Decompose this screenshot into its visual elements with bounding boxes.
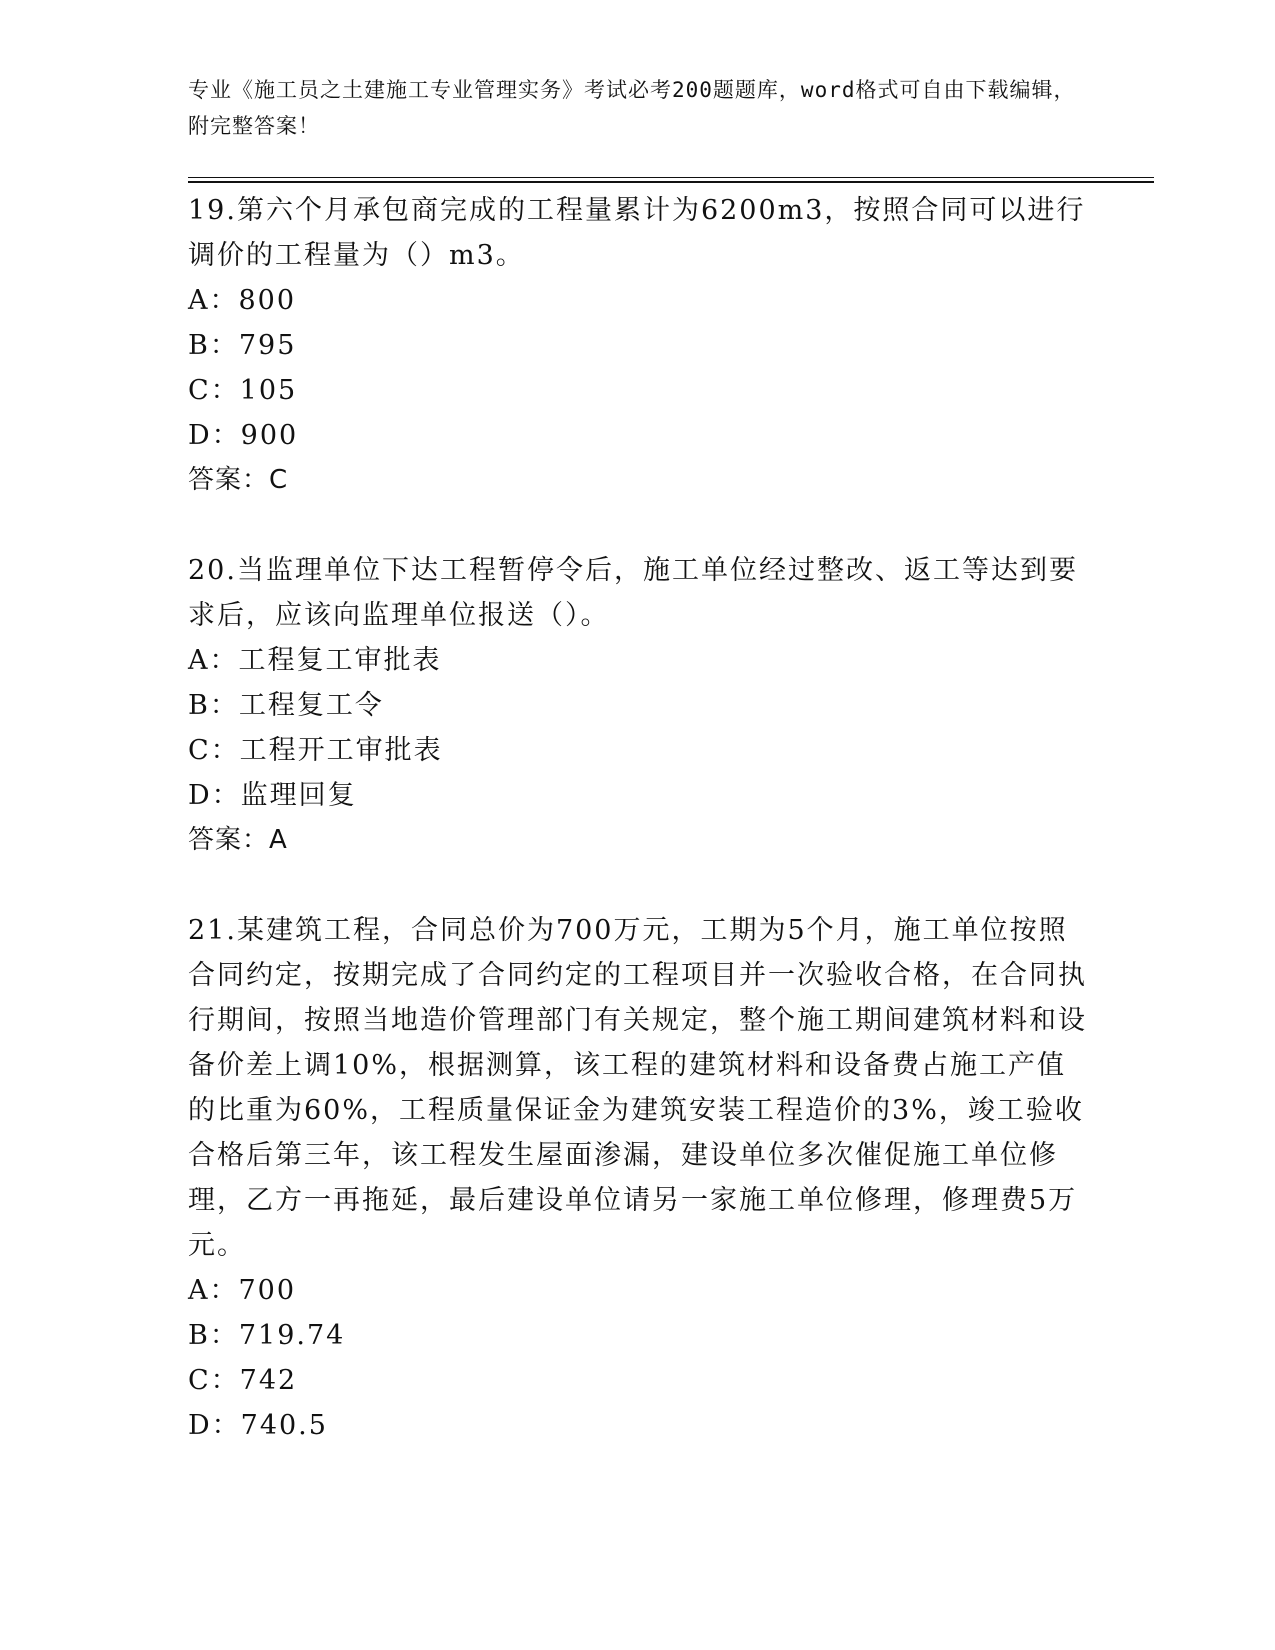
question-21: [188, 908, 1088, 1448]
answer-line: 答案：A: [188, 825, 288, 855]
option-a: A：800: [188, 285, 297, 316]
question-list: [188, 188, 1088, 1448]
question-stem: 20.当监理单位下达工程暂停令后，施工单位经过整改、返工等达到要求后，应该向监理单位报送（）。: [188, 555, 1078, 631]
option-b: B：719.74: [188, 1320, 346, 1351]
option-d: D：740.5: [188, 1410, 328, 1441]
option-a: A：700: [188, 1275, 297, 1306]
question-spacer: [188, 503, 1088, 548]
document-header: 专业《施工员之土建施工专业管理实务》考试必考200题题库，word格式可自由下载编辑，附完整答案！: [188, 78, 1076, 138]
question-stem: 19.第六个月承包商完成的工程量累计为6200m3，按照合同可以进行调价的工程量为（）m3。: [188, 195, 1086, 271]
option-b: B：工程复工令: [188, 690, 384, 721]
question-19: [188, 188, 1088, 503]
question-20: [188, 548, 1088, 863]
header-divider-thick: [188, 181, 1154, 183]
option-c: C：105: [188, 375, 298, 406]
option-d: D：900: [188, 420, 299, 451]
option-c: C：工程开工审批表: [188, 735, 443, 766]
option-b: B：795: [188, 330, 297, 361]
header-divider-thin: [188, 177, 1154, 178]
option-a: A：工程复工审批表: [188, 645, 442, 676]
option-d: D：监理回复: [188, 780, 357, 811]
answer-line: 答案：C: [188, 465, 289, 495]
question-spacer: [188, 863, 1088, 908]
question-stem: 21.某建筑工程，合同总价为700万元，工期为5个月，施工单位按照合同约定，按期完成了合同约定的工程项目并一次验收合格，在合同执行期间，按照当地造价管理部门有关规定，整个施工期间建筑材料和设备价差上调10%，根据测算，该工程的建筑材料和设备费占施工产值的比重为60%，工程质量保证金为建筑安装工程造价的3%，竣工验收合格后第三年，该工程发生屋面渗漏，建设单位多次催促施工单位修理，乙方一再拖延，最后建设单位请另一家施工单位修理，修理费5万元。: [188, 915, 1087, 1261]
option-c: C：742: [188, 1365, 298, 1396]
